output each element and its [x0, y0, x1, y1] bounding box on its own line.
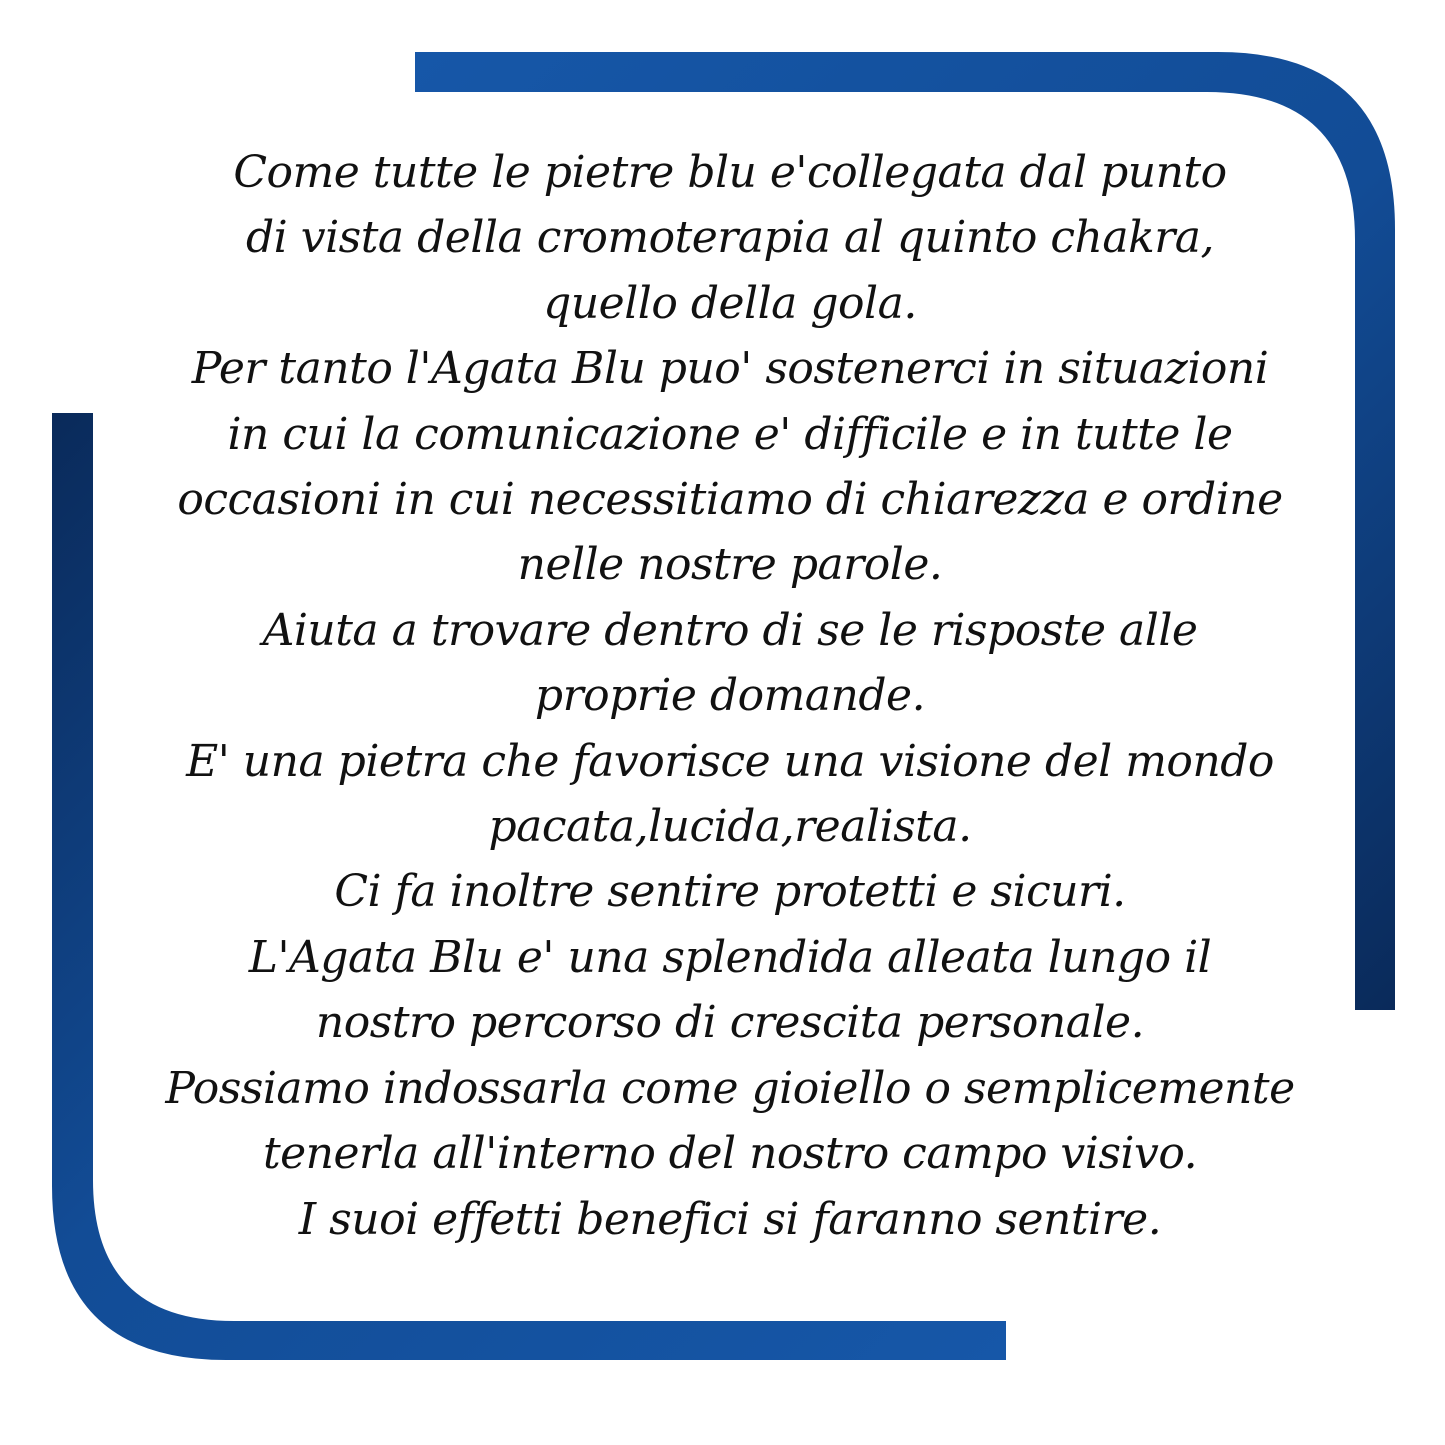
text-line: Per tanto l'Agata Blu puo' sostenerci in situazioni	[191, 343, 1269, 395]
text-line: nelle nostre parole.	[517, 539, 943, 591]
text-line: nostro percorso di crescita personale.	[315, 997, 1145, 1049]
text-line: proprie domande.	[534, 670, 926, 722]
text-line: occasioni in cui necessitiamo di chiarezza e ordine	[177, 474, 1283, 526]
text-line: Possiamo indossarla come gioiello o semplicemente	[165, 1062, 1295, 1114]
text-line: Come tutte le pietre blu e'collegata dal punto	[233, 147, 1227, 198]
text-line: tenerla all'interno del nostro campo visivo.	[262, 1128, 1198, 1180]
text-line: in cui la comunicazione e' difficile e in tutte le	[227, 408, 1233, 460]
text-line: Aiuta a trovare dentro di se le risposte alle	[262, 604, 1198, 656]
text-line: quello della gola.	[543, 277, 917, 329]
text-line: L'Agata Blu e' una splendida alleata lungo il	[248, 931, 1212, 983]
text-line: E' una pietra che favorisce una visione del mondo	[186, 735, 1274, 787]
text-line: Ci fa inoltre sentire protetti e sicuri.	[334, 866, 1126, 918]
text-line: di vista della cromoterapia al quinto chakra,	[245, 212, 1214, 264]
text-line: pacata,lucida,realista.	[488, 801, 972, 853]
agata-blu-description	[110, 140, 1350, 1252]
text-line: I suoi effetti benefici si faranno sentire.	[298, 1193, 1162, 1245]
